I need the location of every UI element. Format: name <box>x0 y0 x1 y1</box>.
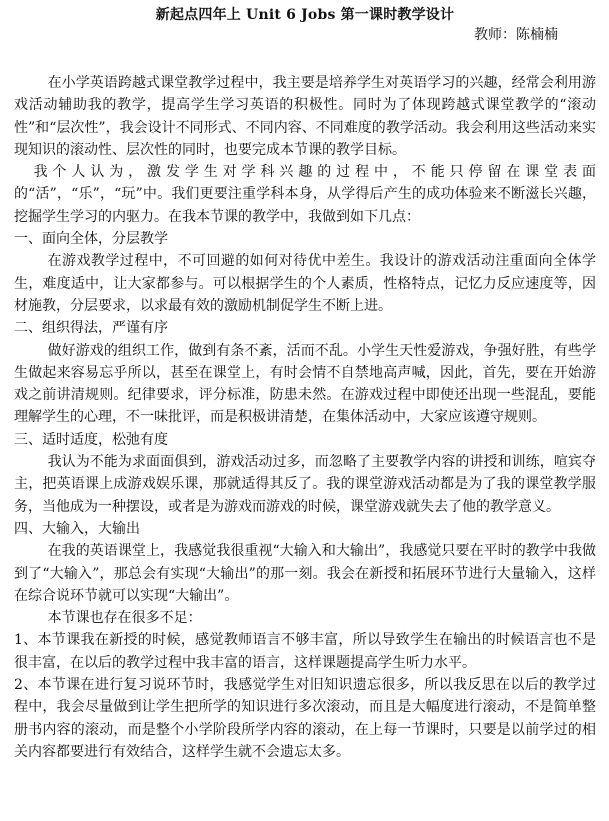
document-title: 新起点四年上 Unit 6 Jobs 第一课时教学设计 <box>155 7 455 23</box>
section-3-body: 我认为不能为求面面俱到，游戏活动过多，而忽略了主要教学内容的讲授和训练，喧宾夺主，把英语课上成游戏娱乐课，那就适得其反了。我的课堂游戏活动都是为了我的课堂教学服务，当他成为一种摆设，或者是为游戏而游戏的时候，课堂游戏就失去了他的教学意义。 <box>14 454 596 515</box>
section-2-body: 做好游戏的组织工作，做到有条不紊，活而不乱。小学生天性爱游戏，争强好胜，有些学生做起来容易忘乎所以，甚至在课堂上，有时会情不自禁地高声喊，因此，首先，要在开始游戏之前讲清规则。纪律要求，评分标准，防患未然。在游戏过程中即使还出现一些混乱，要能理解学生的心理，不一味批评，而是积极讲清楚，在集体活动中，大家应该遵守规则。 <box>14 342 596 426</box>
section-1-body: 在游戏教学过程中，不可回避的如何对待优中差生。我设计的游戏活动注重面向全体学生，难度适中，让大家都参与。可以根据学生的个人素质，性格特点，记忆力反应速度等，因材施教，分层要求，以求最有效的激励机制促学生不断上进。 <box>14 253 596 314</box>
shortcoming-item-1: 1、本节课我在新授的时候，感觉教师语言不够丰富，所以导致学生在输出的时候语言也不是很丰富，在以后的教学过程中我丰富的语言，这样课题提高学生听力水平。 <box>14 632 596 671</box>
intro-paragraph-1: 在小学英语跨越式课堂教学过程中，我主要是培养学生对英语学习的兴趣，经常会利用游戏活动辅助我的教学，提高学生学习英语的积极性。同时为了体现跨越式课堂教学的“滚动性”和“层次性”，我会设计不同形式、不同内容、不同难度的教学活动。我会利用这些活动来实现知识的滚动性、层次性的同时，也要完成本节课的教学目标。 <box>14 75 596 158</box>
intro-paragraph-2: 我个人认为，激发学生对学科兴趣的过程中，不能只停留在课堂表面的“活”，“乐”，“玩”中。我们更要注重学科本身，从学得后产生的成功体验来不断滋长兴趣，挖掘学生学习的内驱力。在我本节课的教学中，我做到如下几点： <box>14 164 596 225</box>
spacer <box>14 45 596 72</box>
section-4-body: 在我的英语课堂上，我感觉我很重视“大输入和大输出”，我感觉只要在平时的教学中我做到了“大输入”，那总会有实现“大输出”的那一刻。我会在新授和拓展环节进行大量输入，这样在综合说环节就可以实现“大输出”。 <box>14 543 596 604</box>
shortcomings-intro: 本节课也存在很多不足： <box>47 610 202 627</box>
shortcoming-item-2: 2、本节课在进行复习说环节时，我感觉学生对旧知识遗忘很多，所以我反思在以后的教学过程中，我会尽量做到让学生把所学的知识进行多次滚动，而且是大幅度进行滚动，不是简单整册书内容的滚动，而是整个小学阶段所学内容的滚动，在上每一节课时，只要是以前学过的相关内容都要进行有效结合，这样学生就不会遗忘太多。 <box>14 677 596 760</box>
section-2-heading: 二、组织得法，严谨有序 <box>14 320 168 337</box>
section-4-heading: 四、大输入，大输出 <box>14 520 140 537</box>
teacher-name: 教师：陈楠楠 <box>474 27 558 43</box>
section-1-heading: 一、面向全体，分层教学 <box>14 231 168 248</box>
section-3-heading: 三、适时适度，松弛有度 <box>14 431 168 448</box>
